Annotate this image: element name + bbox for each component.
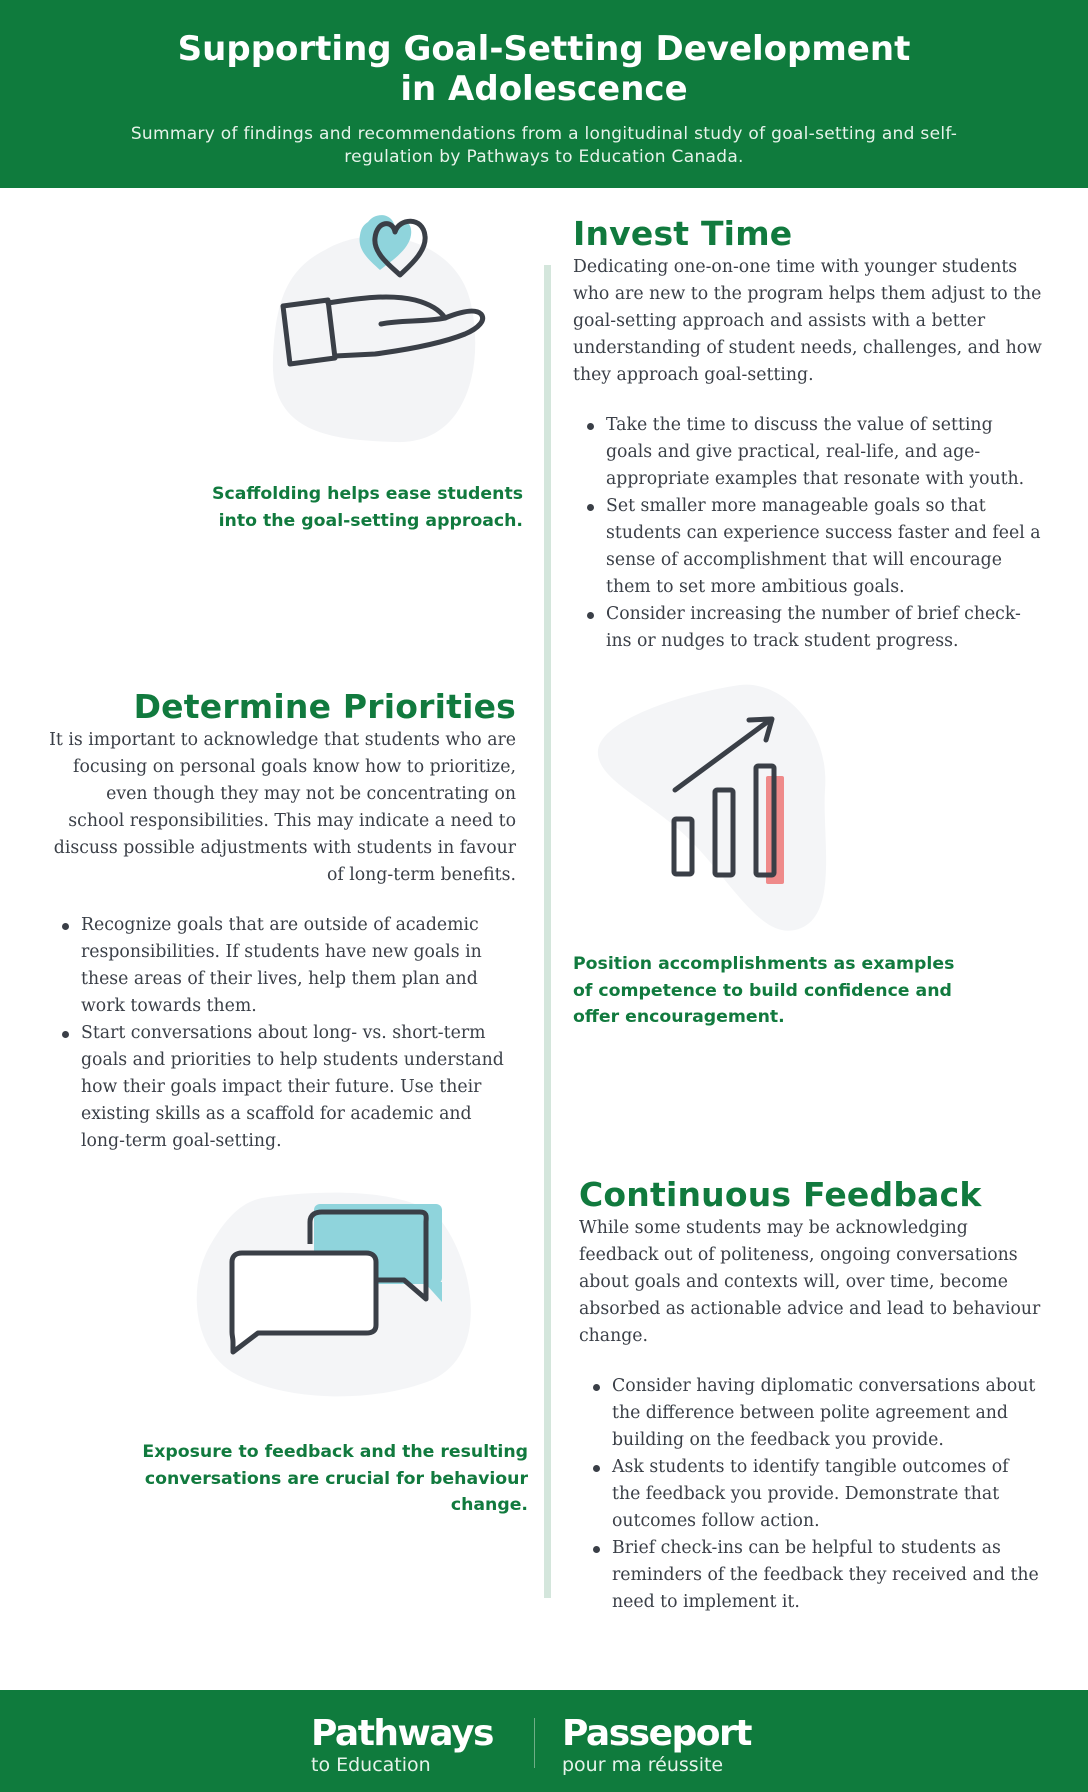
invest-caption: Scaffolding helps ease students into the goal-setting approach.: [212, 484, 523, 531]
invest-heading: Invest Time: [573, 214, 793, 253]
list-item: Start conversations about long- vs. short-term goals and priorities to help students understand how their goals impact their future. Use their existing skills as a scaffold for academic and long-term goal-setting.: [48, 1020, 516, 1155]
feedback-heading: Continuous Feedback: [579, 1175, 982, 1214]
page-title: Supporting Goal-Setting Development in Adolescence: [177, 29, 911, 109]
page-header: [0, 0, 1088, 188]
logo-en-main: Pathways: [311, 1713, 493, 1754]
pathways-logo: [311, 1714, 493, 1776]
invest-body: Dedicating one-on-one time with younger students who are new to the program helps them adjust to the goal-setting approach and assists with a better understanding of student needs, challenges, and how they approach goal-setting.: [573, 257, 1042, 385]
priorities-section: [48, 687, 516, 1155]
logo-en-sub: to Education: [311, 1754, 431, 1776]
invest-section: [573, 214, 1043, 655]
priorities-bullets: [48, 912, 516, 1155]
logo-fr-main: Passeport: [562, 1713, 751, 1754]
list-item: Ask students to identify tangible outcomes of the feedback you provide. Demonstrate that outcomes follow action.: [579, 1454, 1041, 1535]
priorities-heading: Determine Priorities: [133, 687, 516, 726]
list-item: Brief check-ins can be helpful to students as reminders of the feedback they received and the need to implement it.: [579, 1535, 1041, 1616]
page-subtitle: Summary of findings and recommendations from a longitudinal study of goal-setting and self-regulation by Pathways to Education Canada.: [130, 124, 958, 167]
list-item: Consider increasing the number of brief check-ins or nudges to track student progress.: [573, 601, 1043, 655]
list-item: Recognize goals that are outside of academic responsibilities. If students have new goals in these areas of their lives, help them plan and work towards them.: [48, 912, 516, 1020]
priorities-body: It is important to acknowledge that students who are focusing on personal goals know how to prioritize, even though they may not be concentrating on school responsibilities. This may indicate a need to discuss possible adjustments with students in favour of long-term benefits.: [49, 730, 516, 885]
feedback-body: While some students may be acknowledging feedback out of politeness, ongoing conversations about goals and contexts will, over time, become absorbed as actionable advice and lead to behaviour change.: [579, 1218, 1041, 1346]
logo-fr-sub: pour ma réussite: [562, 1754, 724, 1776]
list-item: Set smaller more manageable goals so that students can experience success faster and feel a sense of accomplishment that will encourage them to set more ambitious goals.: [573, 493, 1043, 601]
speech-bubbles-icon: [192, 1192, 497, 1397]
list-item: Consider having diplomatic conversations about the difference between polite agreement and building on the feedback you provide.: [579, 1373, 1041, 1454]
invest-bullets: [573, 412, 1043, 655]
passeport-logo: [562, 1714, 751, 1776]
page-footer: [0, 1690, 1088, 1792]
feedback-bullets: [579, 1373, 1041, 1616]
feedback-section: [579, 1175, 1041, 1616]
center-divider: [544, 265, 551, 1598]
list-item: Take the time to discuss the value of setting goals and give practical, real-life, and age-appropriate examples that resonate with youth.: [573, 412, 1043, 493]
logo-separator: [534, 1718, 535, 1768]
feedback-caption: Exposure to feedback and the resulting conversations are crucial for behaviour change.: [142, 1442, 528, 1515]
priorities-caption: Position accomplishments as examples of competence to build confidence and offer encouragement.: [573, 954, 955, 1027]
hand-heart-icon: [265, 210, 495, 455]
growth-chart-icon: [590, 680, 840, 935]
